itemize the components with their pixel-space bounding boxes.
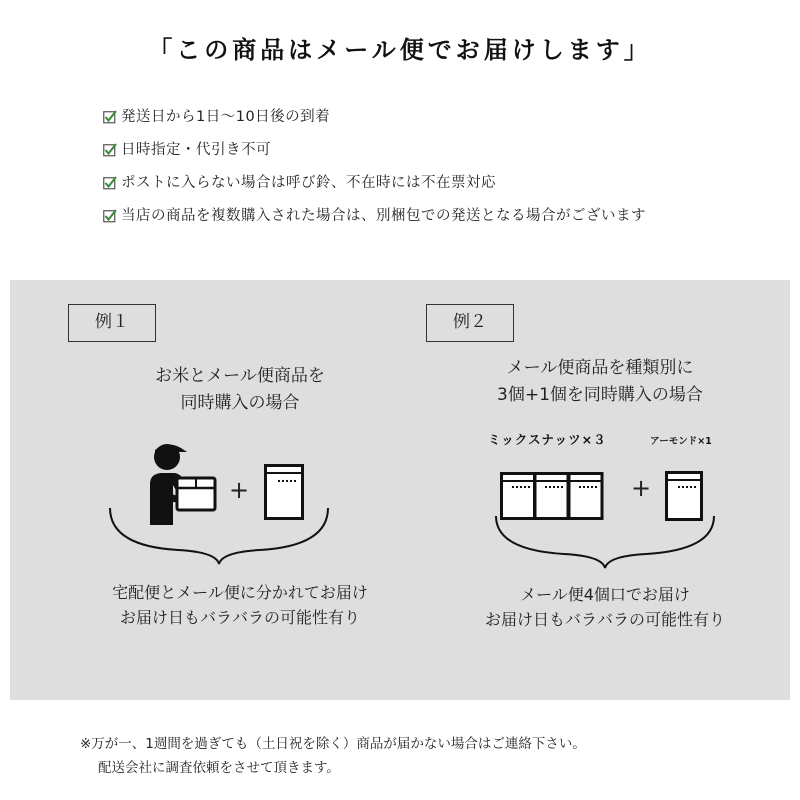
- mail-packets-group-icon: [500, 466, 604, 520]
- page-title: 「この商品はメール便でお届けします」: [148, 36, 652, 64]
- item-a-label: ミックスナッツ×３: [488, 432, 607, 447]
- checklist-text: ポストに入らない場合は呼び鈴、不在時には不在票対応: [121, 175, 496, 191]
- checkbox-checked-icon: [103, 176, 117, 190]
- example1-label: 例１: [68, 304, 156, 342]
- brace-icon: [494, 514, 716, 570]
- checklist-item: [103, 106, 646, 139]
- footer-note: ※万が一、1週間を過ぎても（土日祝を除く）商品が届かない場合はご連絡下さい。 配送会社に調査依頼をさせて頂きます。: [80, 736, 586, 776]
- example2-caption: メール便4個口でお届け お届け日もバラバラの可能性有り: [484, 585, 725, 629]
- plus-sign: +: [229, 476, 250, 504]
- item-b-label: アーモンド×1: [650, 436, 712, 447]
- plus-sign: +: [631, 474, 652, 502]
- checklist-text: 発送日から1日〜10日後の到着: [121, 109, 331, 125]
- checklist-item: [103, 172, 646, 205]
- checklist-text: 日時指定・代引き不可: [121, 142, 271, 158]
- checkbox-checked-icon: [103, 143, 117, 157]
- example2-heading: メール便商品を種類別に 3個+1個を同時購入の場合: [497, 358, 703, 405]
- brace-icon: [108, 506, 330, 566]
- checkbox-checked-icon: [103, 110, 117, 124]
- checklist-item: [103, 139, 646, 172]
- checklist-text: 当店の商品を複数購入された場合は、別梱包での発送となる場合がございます: [121, 208, 646, 224]
- example2-label: 例２: [426, 304, 514, 342]
- checklist-item: [103, 205, 646, 238]
- example1-caption: 宅配便とメール便に分かれてお届け お届け日もバラバラの可能性有り: [112, 583, 368, 627]
- example1-heading: お米とメール便商品を 同時購入の場合: [155, 366, 325, 413]
- checkbox-checked-icon: [103, 209, 117, 223]
- notice-checklist: [103, 106, 646, 238]
